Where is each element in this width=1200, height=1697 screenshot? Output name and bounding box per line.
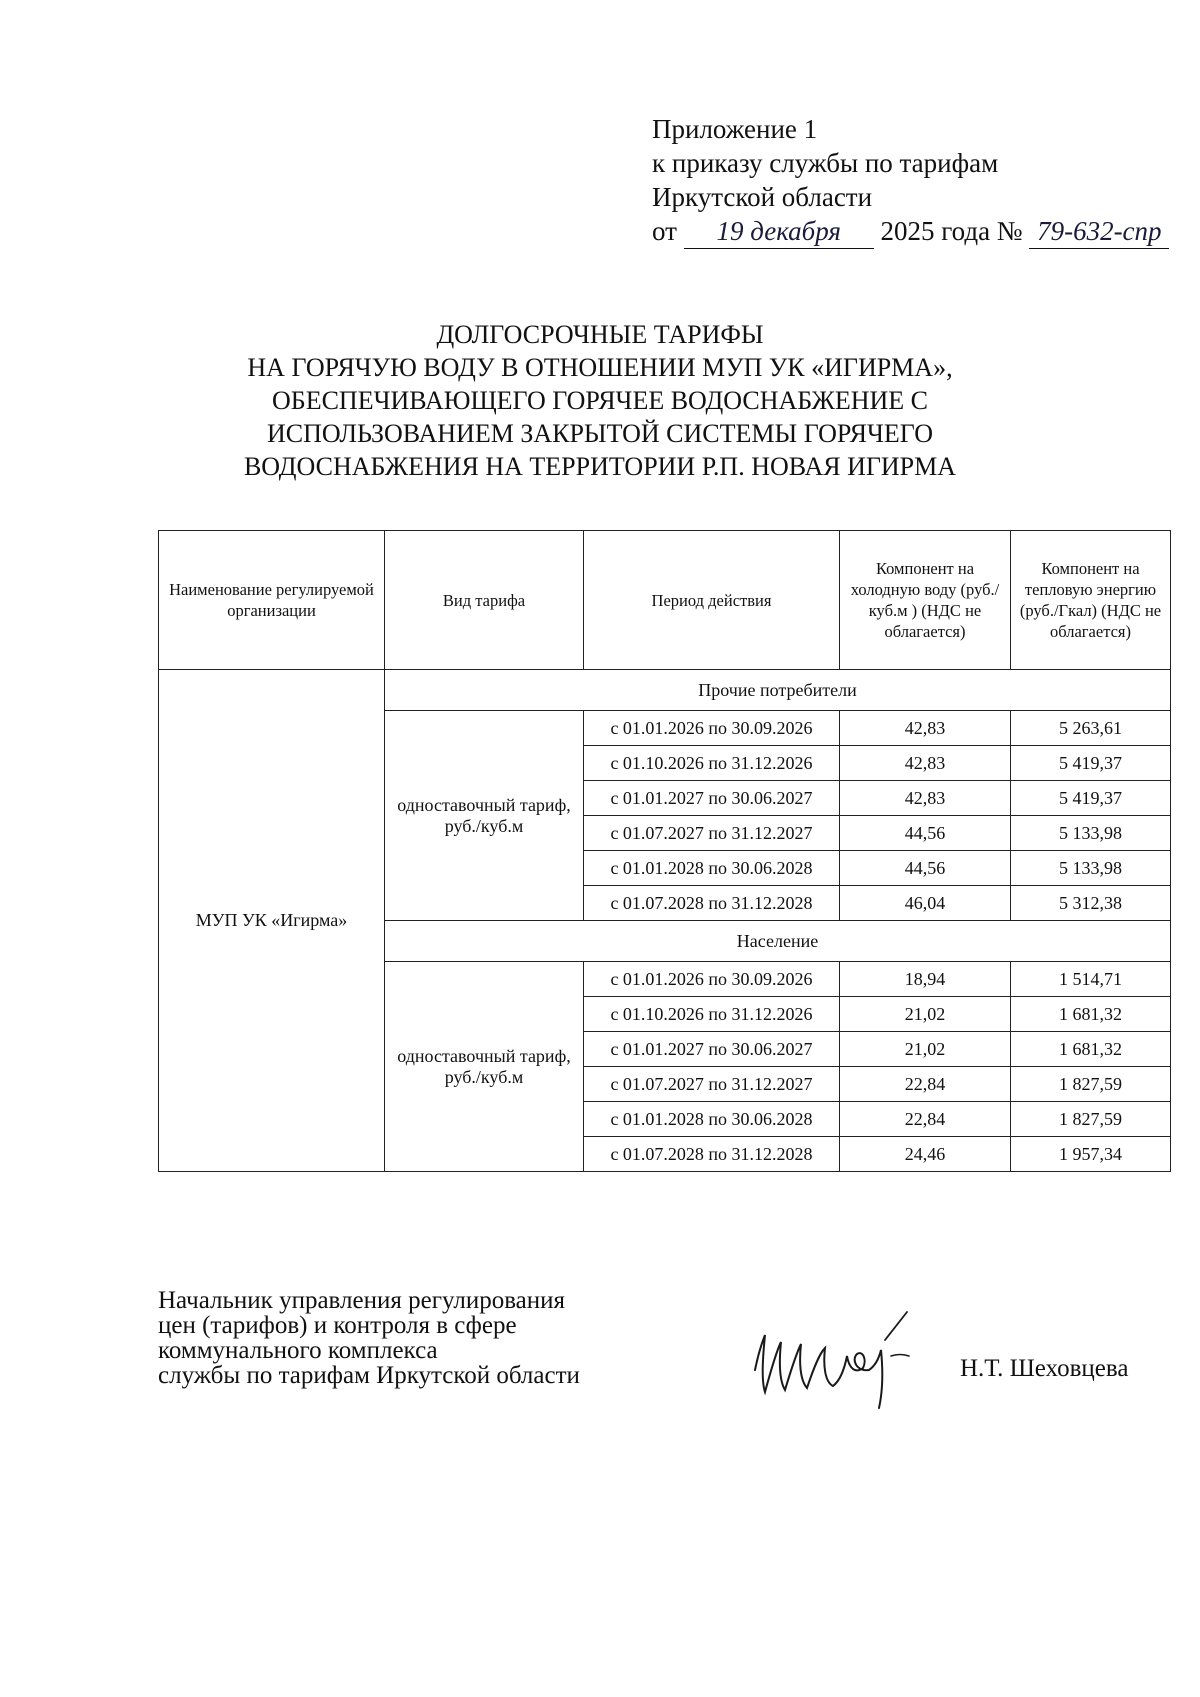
tariff-type-cell: одноставочный тариф, руб./куб.м <box>385 962 584 1172</box>
appendix-date-line <box>652 214 1169 249</box>
heat-cell: 1 827,59 <box>1011 1067 1171 1102</box>
period-cell: с 01.07.2028 по 31.12.2028 <box>584 1137 840 1172</box>
title-line-3: ОБЕСПЕЧИВАЮЩЕГО ГОРЯЧЕЕ ВОДОСНАБЖЕНИЕ С <box>271 386 928 415</box>
signatory-position <box>158 1288 580 1388</box>
period-cell: с 01.01.2026 по 30.09.2026 <box>584 711 840 746</box>
cold-cell: 24,46 <box>840 1137 1011 1172</box>
title-line-4: ИСПОЛЬЗОВАНИЕМ ЗАКРЫТОЙ СИСТЕМЫ ГОРЯЧЕГО <box>267 419 933 448</box>
period-cell: с 01.10.2026 по 31.12.2026 <box>584 997 840 1032</box>
handwritten-signature <box>745 1310 955 1410</box>
heat-cell: 5 312,38 <box>1011 886 1171 921</box>
period-cell: с 01.07.2027 по 31.12.2027 <box>584 816 840 851</box>
header-period: Период действия <box>584 531 840 670</box>
heat-cell: 5 419,37 <box>1011 781 1171 816</box>
appendix-region: Иркутской области <box>652 182 873 212</box>
heat-cell: 5 263,61 <box>1011 711 1171 746</box>
period-cell: с 01.01.2027 по 30.06.2027 <box>584 1032 840 1067</box>
period-cell: с 01.10.2026 по 31.12.2026 <box>584 746 840 781</box>
period-cell: с 01.01.2028 по 30.06.2028 <box>584 1102 840 1137</box>
group-name: Население <box>385 921 1171 962</box>
cold-cell: 42,83 <box>840 781 1011 816</box>
cold-cell: 46,04 <box>840 886 1011 921</box>
header-heat-energy: Компонент на тепловую энергию (руб./Гкал) (НДС не облагается) <box>1011 531 1171 670</box>
position-line-4: службы по тарифам Иркутской области <box>158 1362 580 1389</box>
heat-cell: 1 827,59 <box>1011 1102 1171 1137</box>
heat-cell: 5 133,98 <box>1011 816 1171 851</box>
tariff-table <box>158 530 1171 1172</box>
cold-cell: 42,83 <box>840 746 1011 781</box>
position-line-2: цен (тарифов) и контроля в сфере <box>158 1312 517 1339</box>
position-line-1: Начальник управления регулирования <box>158 1287 566 1314</box>
title-line-5: ВОДОСНАБЖЕНИЯ НА ТЕРРИТОРИИ Р.П. НОВАЯ ИГИРМА <box>243 452 957 481</box>
title-line-1: ДОЛГОСРОЧНЫЕ ТАРИФЫ <box>436 320 764 349</box>
period-cell: с 01.07.2027 по 31.12.2027 <box>584 1067 840 1102</box>
heat-cell: 5 133,98 <box>1011 851 1171 886</box>
header-tariff-type: Вид тарифа <box>385 531 584 670</box>
signer-name: Н.Т. Шеховцева <box>960 1355 1129 1382</box>
heat-cell: 1 514,71 <box>1011 962 1171 997</box>
cold-cell: 44,56 <box>840 816 1011 851</box>
period-cell: с 01.01.2027 по 30.06.2027 <box>584 781 840 816</box>
tariff-type-cell: одноставочный тариф, руб./куб.м <box>385 711 584 921</box>
heat-cell: 1 957,34 <box>1011 1137 1171 1172</box>
cold-cell: 44,56 <box>840 851 1011 886</box>
position-line-3: коммунального комплекса <box>158 1337 438 1364</box>
heat-cell: 5 419,37 <box>1011 746 1171 781</box>
heat-cell: 1 681,32 <box>1011 997 1171 1032</box>
appendix-header <box>652 112 1169 249</box>
group-row <box>159 670 1171 711</box>
cold-cell: 21,02 <box>840 997 1011 1032</box>
title-line-2: НА ГОРЯЧУЮ ВОДУ В ОТНОШЕНИИ МУП УК «ИГИРМА», <box>247 353 953 382</box>
date-prefix: от <box>652 216 677 246</box>
cold-cell: 42,83 <box>840 711 1011 746</box>
organization-cell: МУП УК «Игирма» <box>159 670 385 1172</box>
cold-cell: 18,94 <box>840 962 1011 997</box>
cold-cell: 22,84 <box>840 1102 1011 1137</box>
appendix-label: Приложение 1 <box>652 114 818 144</box>
period-cell: с 01.07.2028 по 31.12.2028 <box>584 886 840 921</box>
year-text: 2025 года № <box>880 216 1023 246</box>
cold-cell: 21,02 <box>840 1032 1011 1067</box>
header-organization: Наименование регулируемой организации <box>159 531 385 670</box>
heat-cell: 1 681,32 <box>1011 1032 1171 1067</box>
group-name: Прочие потребители <box>385 670 1171 711</box>
period-cell: с 01.01.2026 по 30.09.2026 <box>584 962 840 997</box>
cold-cell: 22,84 <box>840 1067 1011 1102</box>
appendix-order-ref: к приказу службы по тарифам <box>652 148 999 178</box>
table-header-row <box>159 531 1171 670</box>
document-title <box>150 318 1050 483</box>
header-cold-water: Компонент на холодную воду (руб./куб.м ) (НДС не облагается) <box>840 531 1011 670</box>
period-cell: с 01.01.2028 по 30.06.2028 <box>584 851 840 886</box>
handwritten-order-number: 79-632-спр <box>1029 214 1169 249</box>
handwritten-date: 19 декабря <box>684 214 874 249</box>
